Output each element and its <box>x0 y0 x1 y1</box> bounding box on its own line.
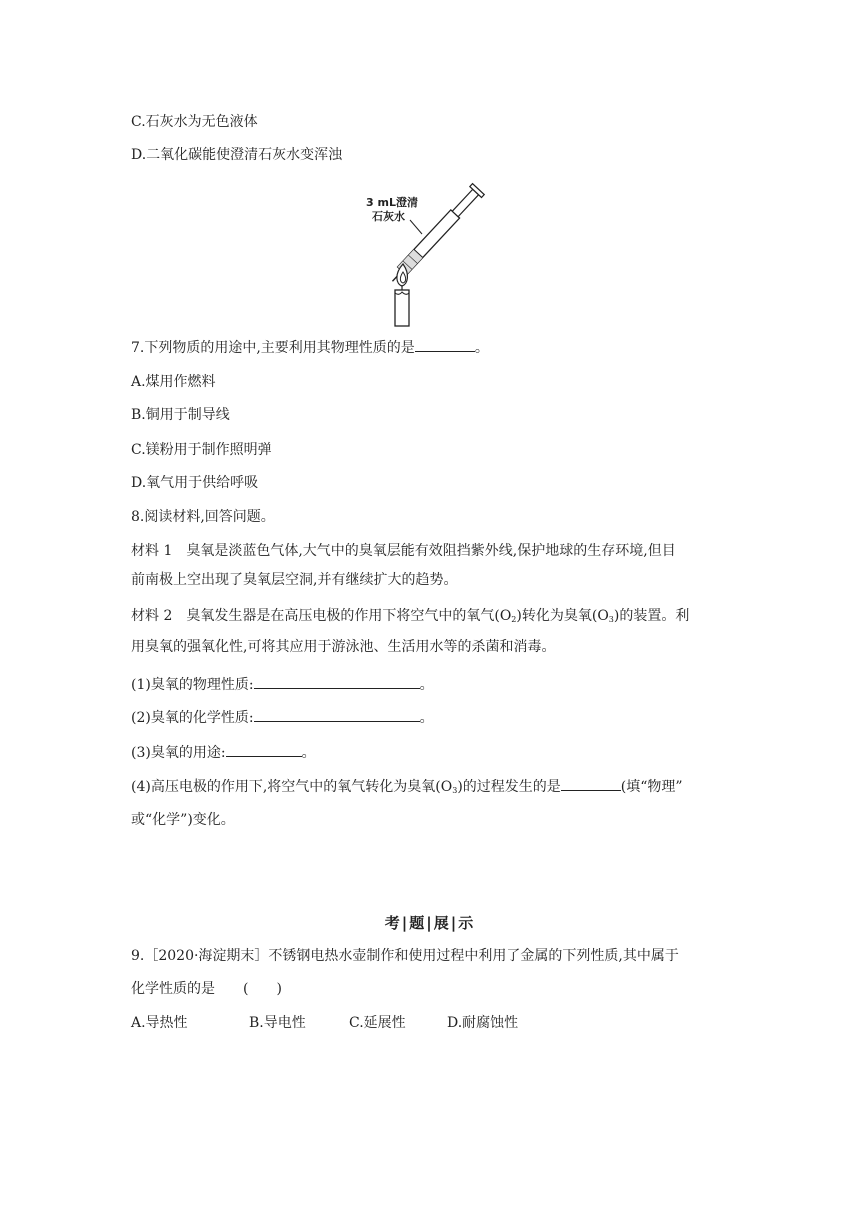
subscript-3: 3 <box>452 786 458 795</box>
q7-option-a: A.煤用作燃料 <box>131 374 216 390</box>
q8-sub1 <box>131 674 434 695</box>
q6-option-d: D.二氧化碳能使澄清石灰水变浑浊 <box>131 147 343 163</box>
figure-label-line2: 石灰水 <box>372 210 405 223</box>
q8-material1-line2: 前南极上空出现了臭氧层空洞,并有继续扩大的趋势。 <box>131 572 458 588</box>
q8-stem: 8.阅读材料,回答问题。 <box>131 509 275 525</box>
q8-sub2-label: (2)臭氧的化学性质: <box>131 710 254 726</box>
q8-sub4-line1 <box>131 776 683 801</box>
q9-option-a: A.导热性 <box>131 1015 188 1031</box>
period: 。 <box>301 745 316 761</box>
q8-sub2 <box>131 707 434 728</box>
q8-sub4-line2: 或“化学”)变化。 <box>131 812 235 828</box>
q9-option-b: B.导电性 <box>249 1015 306 1031</box>
q8-sub3 <box>131 742 316 763</box>
q6-option-c: C.石灰水为无色液体 <box>131 114 258 130</box>
q7-option-c: C.镁粉用于制作照明弹 <box>131 442 272 458</box>
period: 。 <box>419 710 434 726</box>
answer-blank[interactable] <box>254 674 420 689</box>
q8-sub3-label: (3)臭氧的用途: <box>131 745 226 761</box>
syringe-candle-illustration <box>364 168 494 328</box>
q7-stem <box>131 337 489 358</box>
q7-stem-text: 7.下列物质的用途中,主要利用其物理性质的是 <box>131 340 415 356</box>
q9-options <box>131 1013 518 1033</box>
period: 。 <box>419 677 434 693</box>
answer-blank[interactable] <box>561 776 621 791</box>
q7-option-b: B.铜用于制导线 <box>131 407 230 423</box>
syringe-candle-figure <box>364 168 494 332</box>
q8-sub1-label: (1)臭氧的物理性质: <box>131 677 254 693</box>
q8-material2-line1 <box>131 606 689 630</box>
q9-line1: 9.［2020·海淀期末］不锈钢电热水壶制作和使用过程中利用了金属的下列性质,其中属于 <box>131 948 679 964</box>
figure-label-line1: 3 mL澄清 <box>366 196 418 209</box>
q7-option-d: D.氧气用于供给呼吸 <box>131 475 259 491</box>
q7-stem-end: 。 <box>474 340 489 356</box>
q8-sub4-text-b: )的过程发生的是 <box>457 779 561 795</box>
q8-sub4-text-a: (4)高压电极的作用下,将空气中的氧气转化为臭氧(O <box>131 779 453 795</box>
q8-material2-text-a: 材料 2 臭氧发生器是在高压电极的作用下将空气中的氧气(O <box>131 608 512 624</box>
subscript-3: 3 <box>608 615 614 624</box>
q8-material2-text-c: )的装置。利 <box>613 608 690 624</box>
q9-option-c: C.延展性 <box>349 1015 406 1031</box>
answer-blank[interactable] <box>226 742 302 757</box>
section-title: 考|题|展|示 <box>384 914 476 932</box>
answer-blank[interactable] <box>415 337 475 352</box>
q8-material1-line1: 材料 1 臭氧是淡蓝色气体,大气中的臭氧层能有效阻挡紫外线,保护地球的生存环境,但目 <box>131 543 676 559</box>
subscript-2: 2 <box>511 615 517 624</box>
q8-material2-text-b: )转化为臭氧(O <box>516 608 609 624</box>
q9-option-d: D.耐腐蚀性 <box>447 1015 519 1031</box>
q8-material2-line2: 用臭氧的强氧化性,可将其应用于游泳池、生活用水等的杀菌和消毒。 <box>131 639 556 655</box>
q9-line2: 化学性质的是 ( ) <box>131 981 282 997</box>
answer-blank[interactable] <box>254 707 420 722</box>
q8-sub4-text-c: (填“物理” <box>620 779 683 795</box>
